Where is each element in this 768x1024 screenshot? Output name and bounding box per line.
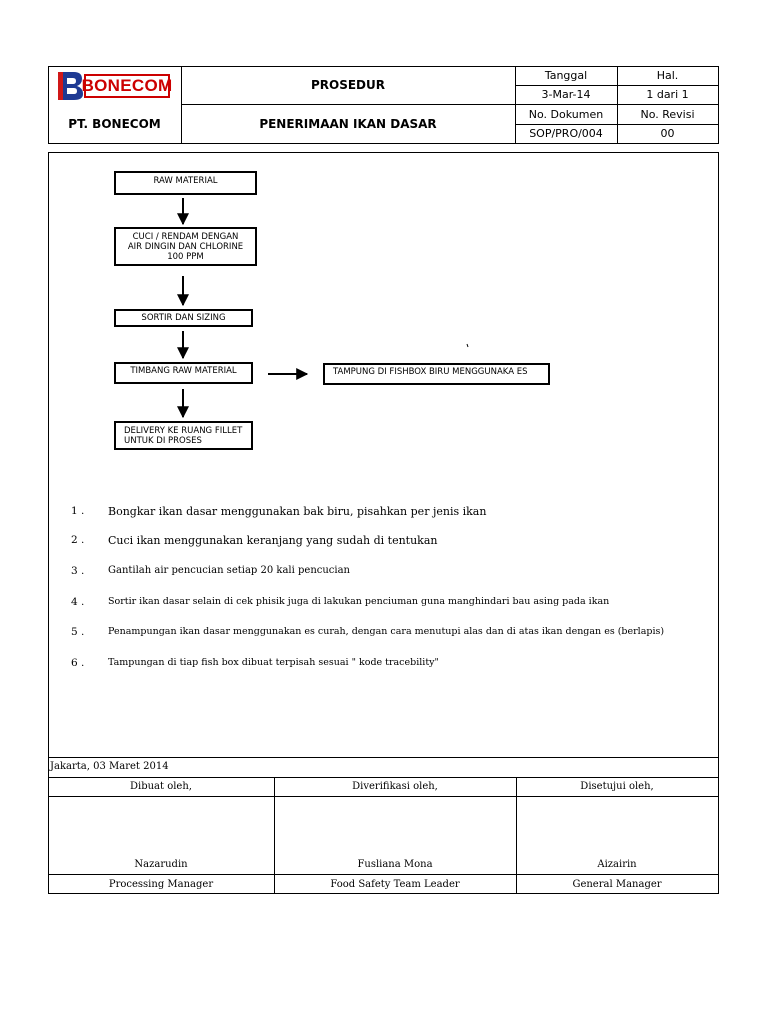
doc-title: PENERIMAAN IKAN DASAR: [259, 117, 437, 131]
list-item: 2 . Cuci ikan menggunakan keranjang yang sudah di tentukan: [71, 534, 438, 547]
diverifikasi-name: Fusliana Mona: [357, 858, 433, 870]
disetujui-name: Aizairin: [597, 858, 637, 870]
dibuat-label: Dibuat oleh,: [130, 781, 192, 792]
dokumen-label: No. Dokumen: [528, 107, 604, 121]
disetujui-label: Disetujui oleh,: [580, 781, 654, 792]
tanggal-value: 3-Mar-14: [541, 88, 591, 101]
disetujui-title: General Manager: [572, 878, 662, 890]
diverifikasi-label: Diverifikasi oleh,: [352, 781, 438, 792]
flow-tampung: TAMPUNG DI FISHBOX BIRU MENGGUNAKA ES: [323, 363, 550, 385]
revisi-value: 00: [660, 127, 675, 140]
diverifikasi-title: Food Safety Team Leader: [330, 878, 460, 890]
flow-timbang: TIMBANG RAW MATERIAL: [114, 362, 253, 384]
list-item: 5 . Penampungan ikan dasar menggunakan es curah, dengan cara menutupi alas dan di atas ikan dengan es (berlapis): [71, 626, 665, 638]
flow-sortir: SORTIR DAN SIZING: [114, 309, 253, 327]
place-date: Jakarta, 03 Maret 2014: [50, 761, 169, 772]
doc-type: PROSEDUR: [310, 78, 386, 92]
company-name: PT. BONECOM: [68, 117, 161, 131]
list-item: 3 . Gantilah air pencucian setiap 20 kali pencucian: [71, 565, 350, 577]
tanggal-label: Tanggal: [544, 69, 588, 82]
company-logo: [56, 70, 172, 102]
revisi-label: No. Revisi: [640, 107, 695, 121]
dibuat-title: Processing Manager: [108, 878, 214, 890]
flow-delivery: DELIVERY KE RUANG FILLET UNTUK DI PROSES: [114, 421, 253, 450]
hal-value: 1 dari 1: [646, 88, 689, 101]
list-item: 1 . Bongkar ikan dasar menggunakan bak biru, pisahkan per jenis ikan: [71, 505, 487, 518]
dokumen-value: SOP/PRO/004: [529, 127, 603, 140]
logo-text: BONECOM: [81, 76, 173, 95]
flow-cuci: CUCI / RENDAM DENGAN AIR DINGIN DAN CHLORINE 100 PPM: [114, 227, 257, 266]
flow-raw-material: RAW MATERIAL: [114, 171, 257, 195]
list-item: 6 . Tampungan di tiap fish box dibuat terpisah sesuai " kode tracebility": [71, 657, 439, 669]
dibuat-name: Nazarudin: [134, 858, 188, 870]
hal-label: Hal.: [656, 69, 679, 82]
list-item: 4 . Sortir ikan dasar selain di cek phisik juga di lakukan penciuman guna manghindari bau asing pada ikan: [71, 596, 610, 608]
